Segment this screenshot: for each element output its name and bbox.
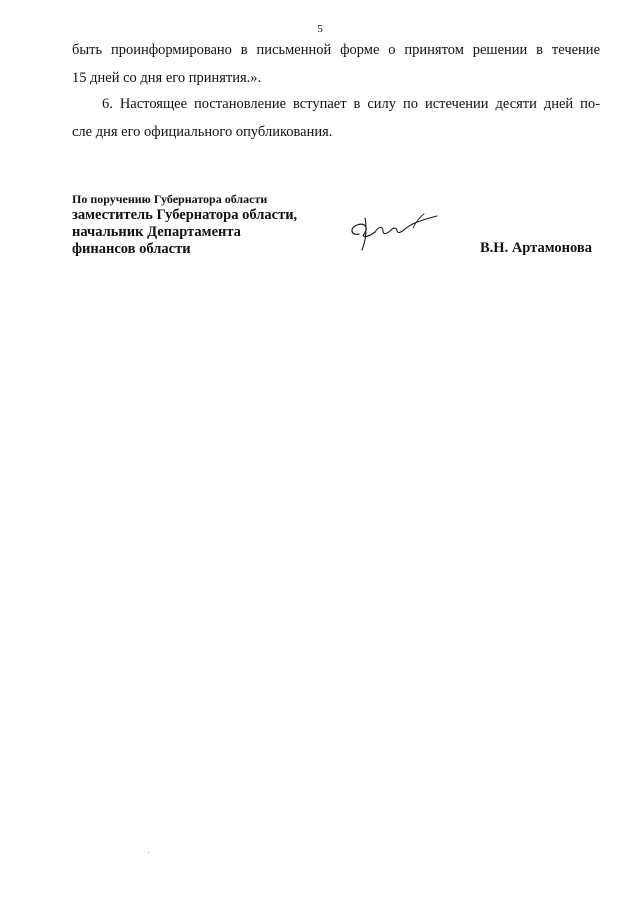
authority-line: По поручению Губернатора области <box>72 192 268 206</box>
page-number: 5 <box>317 23 323 35</box>
signer-name: В.Н. Артамонова <box>480 240 592 256</box>
paragraph-line: 6. Настоящее постановление вступает в силу по истечении десяти дней по- <box>102 96 600 112</box>
handwritten-signature <box>345 208 440 252</box>
paragraph-line: 15 дней со дня его принятия.». <box>72 70 262 86</box>
paragraph-continued <box>72 36 600 92</box>
position-line: финансов области <box>72 241 191 257</box>
position-line: начальник Департамента <box>72 224 241 240</box>
position-line: заместитель Губернатора области, <box>72 207 298 223</box>
scan-speck <box>148 852 149 853</box>
signature-block <box>72 191 332 258</box>
paragraph-line: быть проинформировано в письменной форме о принятом решении в течение <box>72 42 600 58</box>
paragraph-line: сле дня его официального опубликования. <box>72 124 333 140</box>
paragraph-six <box>72 90 600 146</box>
